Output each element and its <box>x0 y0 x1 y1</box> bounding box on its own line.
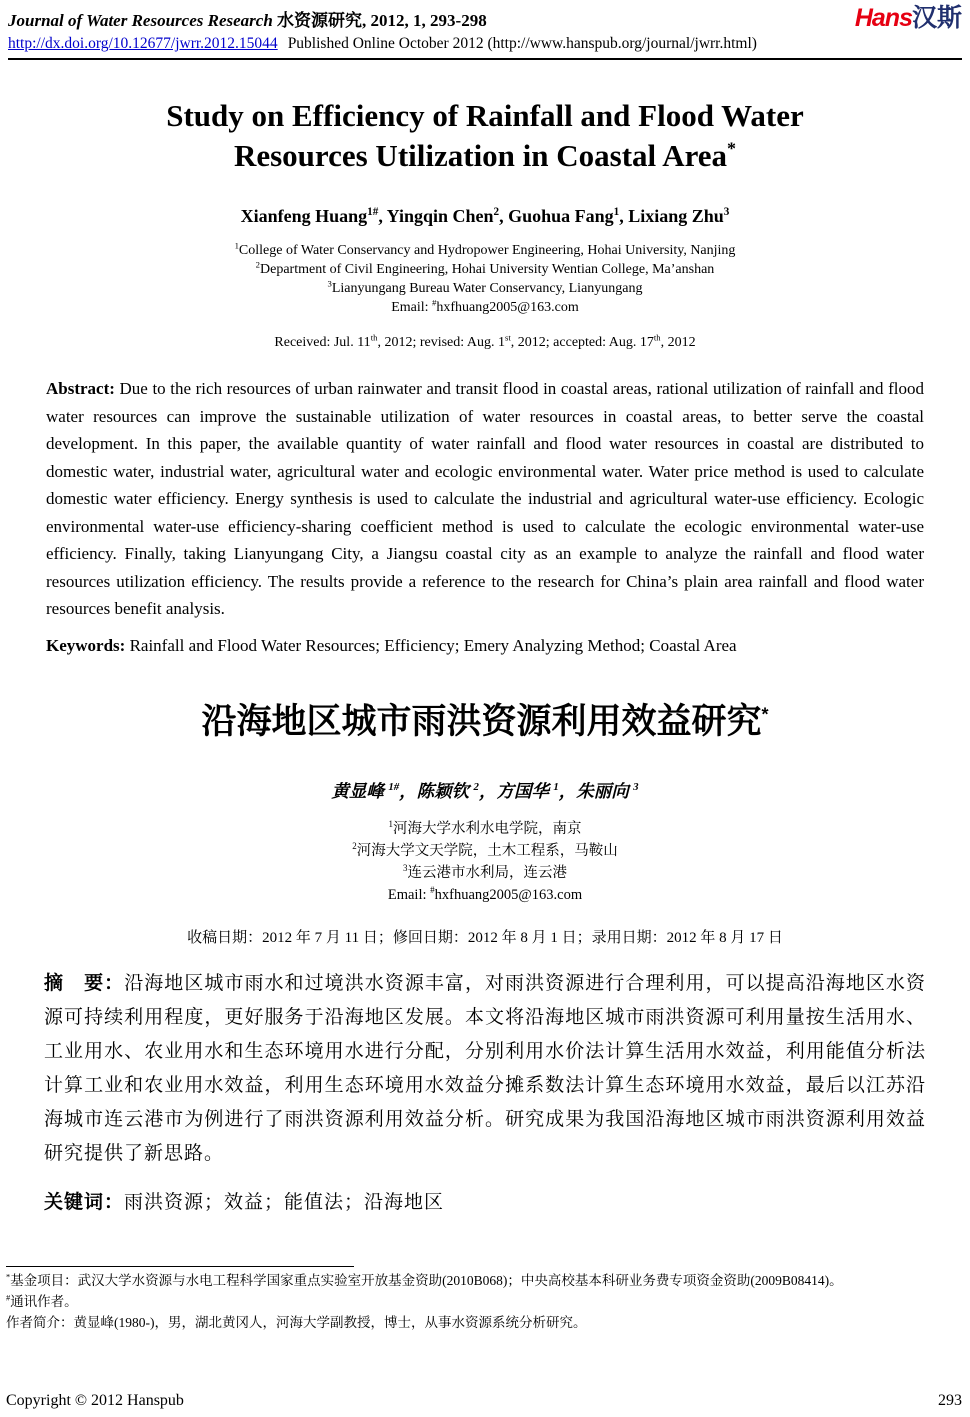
english-title-asterisk: * <box>727 138 737 159</box>
email-address: hxfhuang2005@163.com <box>436 300 579 315</box>
footnote-text: 通讯作者。 <box>10 1294 78 1309</box>
affiliation-line-cn <box>0 840 970 862</box>
author-name-cn: ，方国华 <box>478 780 554 801</box>
header-line2 <box>8 35 962 53</box>
footnote-sup: # <box>6 1293 11 1303</box>
email-line <box>0 298 970 317</box>
affiliation-sup-cn: 2 <box>352 840 357 851</box>
hans-publisher-logo <box>855 6 962 31</box>
author-sup-cn: 1 <box>553 780 559 793</box>
affiliation-sup: 1 <box>234 240 239 251</box>
header-line1 <box>8 6 962 31</box>
english-affiliations <box>0 241 970 317</box>
affiliation-text-cn: 河海大学水利水电学院，南京 <box>393 820 582 837</box>
footnote-corresponding-author <box>6 1291 962 1312</box>
footnote-funding <box>6 1270 962 1291</box>
footnote-author-bio <box>6 1312 962 1333</box>
affiliation-line-cn <box>0 818 970 840</box>
journal-header <box>0 0 970 60</box>
chinese-keywords <box>44 1187 926 1214</box>
author-sup: 1 <box>613 206 620 218</box>
english-title-line2-text: Resources Utilization in Coastal Area <box>233 138 728 173</box>
email-line-cn <box>0 884 970 906</box>
english-title-line2 <box>20 136 950 176</box>
affiliation-line <box>0 241 970 260</box>
affiliation-sup-cn: 1 <box>388 818 393 829</box>
chinese-affiliations <box>0 818 970 906</box>
page-number: 293 <box>938 1392 962 1409</box>
author-name-cn: ，陈颖钦 <box>399 780 474 801</box>
keywords-text: Rainfall and Flood Water Resources; Efficiency; Emery Analyzing Method; Coastal Area <box>125 635 737 655</box>
affiliation-line <box>0 279 970 298</box>
chinese-title <box>0 694 970 744</box>
journal-name-en: Journal of Water Resources Research <box>8 11 273 30</box>
chinese-authors-line <box>0 778 970 803</box>
received-segment: , 2012; revised: Aug. 1 <box>377 335 505 350</box>
author-name: , Lixiang Zhu <box>619 206 724 226</box>
chinese-title-text: 沿海地区城市雨洪资源利用效益研究 <box>201 701 762 741</box>
email-sup-cn: # <box>430 884 435 895</box>
chinese-abstract <box>44 967 926 1171</box>
chinese-abstract-text: 沿海地区城市雨水和过境洪水资源丰富，对雨洪资源进行合理利用，可以提高沿海地区水资源可持续利用程度，更好服务于沿海地区发展。本文将沿海地区城市雨洪资源可利用量按生活用水、工业用水、农业用水和生态环境用水进行分配，分别利用水价法计算生活用水效益，利用能值分析法计算工业和农业用水效益，利用生态环境用水效益分摊系数法计算生态环境用水效益，最后以江苏沿海城市连云港市为例进行了雨洪资源利用效益分析。研究成果为我国沿海地区城市雨洪资源利用效益研究提供了新思路。 <box>44 972 926 1164</box>
english-authors-line <box>0 206 970 227</box>
journal-info-cn: 水资源研究, 2012, 1, 293-298 <box>272 11 487 30</box>
author-name: Xianfeng Huang <box>240 206 368 226</box>
affiliation-sup: 3 <box>327 278 332 289</box>
author-sup: 2 <box>493 206 500 218</box>
received-segment: , 2012; accepted: Aug. 17 <box>510 335 654 350</box>
author-sup: 3 <box>723 206 730 218</box>
published-info: Published Online October 2012 (http://www.hanspub.org/journal/jwrr.html) <box>287 35 757 52</box>
email-label-cn: Email: <box>387 886 431 903</box>
received-sup: st <box>504 332 511 343</box>
email-address-cn: hxfhuang2005@163.com <box>434 886 583 903</box>
copyright-text: Copyright © 2012 Hanspub <box>6 1392 184 1409</box>
header-rule <box>8 58 962 60</box>
affiliation-text: College of Water Conservancy and Hydropower Engineering, Hohai University, Nanjing <box>238 243 736 258</box>
footnote-rule <box>6 1266 354 1267</box>
author-name: , Guohua Fang <box>499 206 614 226</box>
affiliation-sup-cn: 3 <box>403 862 408 873</box>
english-received-line <box>0 332 970 351</box>
received-segment: , 2012 <box>660 335 696 350</box>
received-sup: th <box>370 332 378 343</box>
author-sup-cn: 1# <box>388 780 400 793</box>
keywords-label: Keywords: <box>46 635 126 655</box>
footnotes-block <box>6 1266 962 1333</box>
doi-link[interactable]: http://dx.doi.org/10.12677/jwrr.2012.15044 <box>8 35 278 52</box>
author-name-cn: ，朱丽向 <box>558 780 634 801</box>
chinese-keywords-text: 雨洪资源；效益；能值法；沿海地区 <box>124 1191 445 1213</box>
english-title <box>20 96 950 176</box>
chinese-received-line: 收稿日期：2012 年 7 月 11 日；修回日期：2012 年 8 月 1 日；录用日期：2012 年 8 月 17 日 <box>187 929 783 946</box>
email-sup: # <box>432 297 437 308</box>
footnote-sup: * <box>6 1272 11 1282</box>
affiliation-text-cn: 连云港市水利局，连云港 <box>407 864 567 881</box>
affiliation-text: Department of Civil Engineering, Hohai University Wentian College, Ma’anshan <box>260 262 715 277</box>
english-keywords <box>46 636 924 656</box>
affiliation-line <box>0 260 970 279</box>
chinese-abstract-label: 摘 要： <box>44 972 125 994</box>
affiliation-text: Lianyungang Bureau Water Conservancy, Lianyungang <box>331 281 643 296</box>
author-sup: 1# <box>367 206 379 218</box>
email-label: Email: <box>391 300 433 315</box>
affiliation-sup: 2 <box>255 259 261 270</box>
journal-title <box>8 6 487 31</box>
footnote-text: 基金项目：武汉大学水资源与水电工程科学国家重点实验室开放基金资助(2010B068)；中央高校基本科研业务费专项资金资助(2009B08414)。 <box>10 1273 843 1288</box>
author-sup-cn: 2 <box>473 780 479 793</box>
chinese-title-asterisk: * <box>761 703 769 724</box>
english-title-line1: Study on Efficiency of Rainfall and Flood Water <box>166 98 804 133</box>
affiliation-line-cn <box>0 862 970 884</box>
chinese-keywords-label: 关键词： <box>44 1191 125 1213</box>
abstract-label: Abstract: <box>46 379 115 398</box>
logo-hans-text: Hans <box>854 4 912 32</box>
author-name-cn: 黄显峰 <box>331 780 389 801</box>
author-sup-cn: 3 <box>633 780 639 793</box>
affiliation-text-cn: 河海大学文天学院，土木工程系，马鞍山 <box>356 842 618 859</box>
page-footer <box>6 1392 962 1410</box>
english-abstract <box>46 375 924 623</box>
logo-cn-text: 汉斯 <box>911 4 962 32</box>
author-name: , Yingqin Chen <box>378 206 494 226</box>
received-segment: Received: Jul. 11 <box>274 335 371 350</box>
received-sup: th <box>653 332 661 343</box>
footnote-text: 作者简介：黄显峰(1980-)，男，湖北黄冈人，河海大学副教授，博士，从事水资源系统分析研究。 <box>6 1315 587 1330</box>
abstract-text: Due to the rich resources of urban rainwater and transit flood in coastal areas, rational utilization of rainfall and flood water resources can improve the sustainable utilization of water resources in coastal areas, to better serve the coastal development. In this paper, the available quantity of water rainfall and flood water resources in coastal are distributed to domestic water, industrial water, agricultural water and ecologic environmental water. Water price method is used to calculate domestic water efficiency. Energy synthesis is used to calculate the industrial and agricultural water-use efficiency. Ecologic environmental water-use efficiency-sharing coefficient method is used to calculate the ecologic environmental water-use efficiency. Finally, taking Lianyungang City, a Jiangsu coastal city as an example to analyze the rainfall and flood water resources utilization efficiency. The results provide a reference to the research for China’s plain area rainfall and flood water resources benefit analysis. <box>46 379 924 618</box>
